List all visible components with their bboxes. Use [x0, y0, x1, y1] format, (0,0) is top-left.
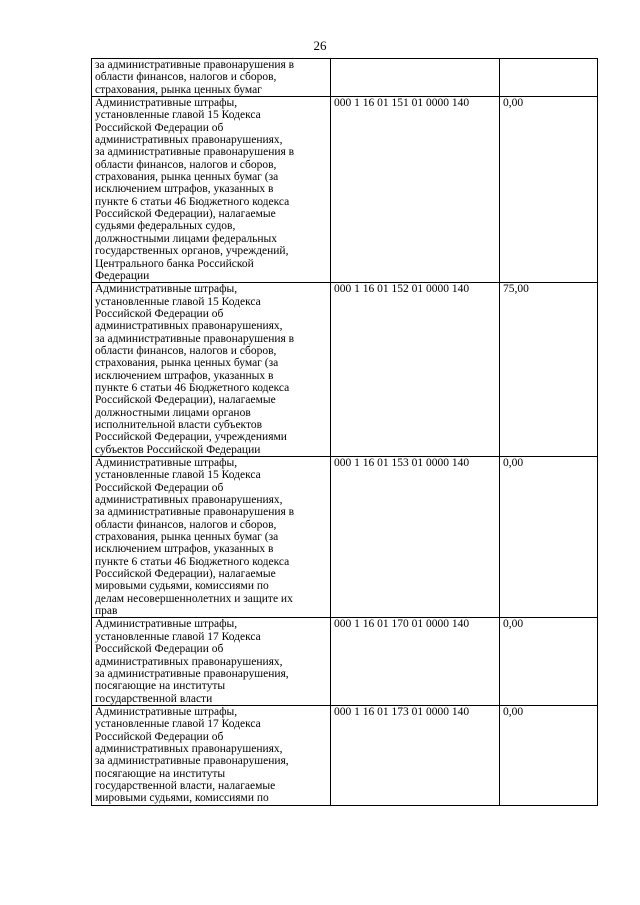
budget-classification-code: 000 1 16 01 173 01 0000 140	[331, 705, 500, 805]
description-line: установленные главой 17 Кодекса	[95, 718, 261, 731]
budget-classification-code	[331, 59, 500, 97]
table-row	[92, 97, 598, 283]
description-line: области финансов, налогов и сборов,	[95, 344, 277, 357]
description-line: Федерации	[95, 269, 150, 282]
budget-classification-code: 000 1 16 01 152 01 0000 140	[331, 283, 500, 457]
amount-value: 0,00	[500, 97, 598, 283]
description-line: административных правонарушениях,	[95, 320, 283, 333]
description-line: пункте 6 статьи 46 Бюджетного кодекса	[95, 555, 290, 568]
description-line: за административные правонарушения,	[95, 755, 289, 768]
description-line: должностными лицами органов	[95, 406, 251, 419]
description-line: Административные штрафы,	[95, 618, 238, 631]
amount-value: 0,00	[500, 457, 598, 618]
table-row	[92, 618, 598, 705]
description-line: исключением штрафов, указанных в	[95, 543, 274, 556]
budget-classification-code: 000 1 16 01 151 01 0000 140	[331, 97, 500, 283]
description-line: Российской Федерации), налагаемые	[95, 568, 276, 581]
description-line: Российской Федерации об	[95, 643, 224, 656]
row-description	[92, 283, 331, 457]
description-line: Центрального банка Российской	[95, 257, 254, 270]
amount-value: 0,00	[500, 618, 598, 705]
amount-value	[500, 59, 598, 97]
description-line: административных правонарушениях,	[95, 494, 283, 507]
description-line: Российской Федерации об	[95, 121, 224, 134]
description-line: Российской Федерации), налагаемые	[95, 394, 276, 407]
description-line: Российской Федерации об	[95, 481, 224, 494]
row-description	[92, 618, 331, 705]
description-line: исключением штрафов, указанных в	[95, 183, 274, 196]
table-body	[92, 59, 598, 806]
budget-classification-code: 000 1 16 01 153 01 0000 140	[331, 457, 500, 618]
description-line: исполнительной власти субъектов	[95, 418, 263, 431]
description-line: страхования, рынка ценных бумаг (за	[95, 531, 279, 544]
amount-value: 75,00	[500, 283, 598, 457]
description-line: мировыми судьями, комиссиями по	[95, 580, 269, 593]
description-line: должностными лицами федеральных	[95, 232, 278, 245]
description-line: Административные штрафы,	[95, 457, 238, 469]
description-line: государственных органов, учреждений,	[95, 245, 289, 258]
description-line: за административные правонарушения,	[95, 667, 289, 680]
description-line: прав	[95, 605, 118, 618]
row-description	[92, 59, 331, 97]
description-line: административных правонарушениях,	[95, 134, 283, 147]
description-line: за административные правонарушения в	[95, 506, 295, 519]
description-line: области финансов, налогов и сборов,	[95, 71, 277, 84]
description-line: посягающие на институты	[95, 680, 226, 693]
row-description	[92, 97, 331, 283]
description-line: Административные штрафы,	[95, 705, 238, 718]
description-line: государственной власти, налагаемые	[95, 779, 276, 792]
description-line: административных правонарушениях,	[95, 655, 283, 668]
description-line: пункте 6 статьи 46 Бюджетного кодекса	[95, 381, 290, 394]
description-line: делам несовершеннолетних и защите их	[95, 592, 293, 605]
description-line: установленные главой 15 Кодекса	[95, 295, 261, 308]
description-line: Российской Федерации об	[95, 730, 224, 743]
revenue-table	[91, 58, 598, 806]
description-line: установленные главой 15 Кодекса	[95, 469, 261, 482]
description-line: субъектов Российской Федерации	[95, 443, 261, 456]
description-line: области финансов, налогов и сборов,	[95, 158, 277, 171]
description-line: Административные штрафы,	[95, 283, 238, 296]
description-line: установленные главой 17 Кодекса	[95, 630, 261, 643]
amount-value: 0,00	[500, 705, 598, 805]
description-line: области финансов, налогов и сборов,	[95, 518, 277, 531]
table-row	[92, 283, 598, 457]
description-line: за административные правонарушения в	[95, 146, 295, 159]
description-line: страхования, рынка ценных бумаг	[95, 83, 262, 96]
table-row	[92, 457, 598, 618]
description-line: государственной власти	[95, 692, 213, 705]
description-line: Российской Федерации об	[95, 307, 224, 320]
description-line: пункте 6 статьи 46 Бюджетного кодекса	[95, 195, 290, 208]
description-line: Российской Федерации, учреждениями	[95, 431, 287, 444]
description-line: мировыми судьями, комиссиями по	[95, 792, 269, 805]
page-number: 26	[313, 38, 327, 53]
row-description	[92, 705, 331, 805]
description-line: посягающие на институты	[95, 767, 226, 780]
table-row	[92, 705, 598, 805]
description-line: страхования, рынка ценных бумаг (за	[95, 171, 279, 184]
description-line: административных правонарушениях,	[95, 742, 283, 755]
description-line: судьями федеральных судов,	[95, 220, 236, 233]
description-line: Российской Федерации), налагаемые	[95, 208, 276, 221]
description-line: страхования, рынка ценных бумаг (за	[95, 357, 279, 370]
description-line: установленные главой 15 Кодекса	[95, 109, 261, 122]
description-line: за административные правонарушения в	[95, 332, 295, 345]
description-line: за административные правонарушения в	[95, 59, 295, 71]
description-line: исключением штрафов, указанных в	[95, 369, 274, 382]
description-line: Административные штрафы,	[95, 97, 238, 110]
table-row	[92, 59, 598, 97]
row-description	[92, 457, 331, 618]
budget-classification-code: 000 1 16 01 170 01 0000 140	[331, 618, 500, 705]
